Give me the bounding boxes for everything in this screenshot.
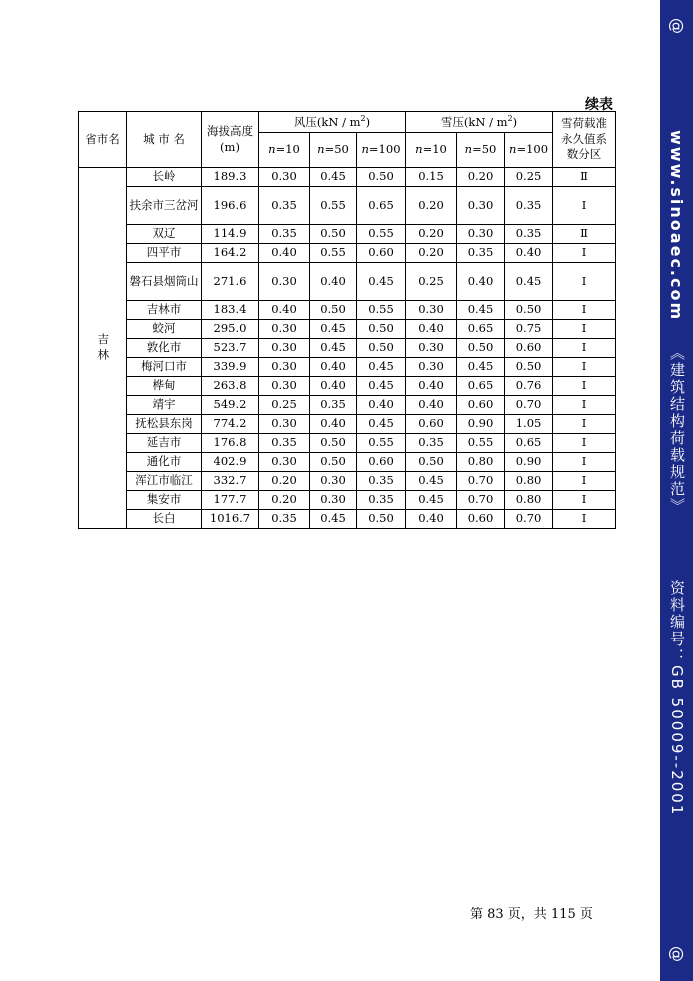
city-cell: 浑江市临江 [127, 472, 202, 491]
value-cell-zone: Ⅰ [553, 320, 616, 339]
value-cell-alt: 295.0 [202, 320, 259, 339]
value-cell-zone: Ⅰ [553, 453, 616, 472]
header-wind-sup: 2 [360, 113, 366, 123]
value-cell-w100: 0.45 [357, 263, 406, 301]
value-cell-s50: 0.35 [457, 244, 505, 263]
value-cell-w50: 0.45 [310, 320, 357, 339]
value-cell-w10: 0.20 [259, 491, 310, 510]
value-cell-s100: 0.35 [505, 225, 553, 244]
value-cell-s10: 0.30 [406, 339, 457, 358]
table-row [79, 301, 616, 320]
value-cell-s10: 0.20 [406, 187, 457, 225]
table-row [79, 244, 616, 263]
value-cell-w100: 0.50 [357, 168, 406, 187]
city-cell: 蛟河 [127, 320, 202, 339]
value-cell-alt: 774.2 [202, 415, 259, 434]
table-row [79, 339, 616, 358]
value-cell-s50: 0.80 [457, 453, 505, 472]
value-cell-s10: 0.40 [406, 510, 457, 529]
value-cell-zone: Ⅰ [553, 301, 616, 320]
value-cell-w10: 0.35 [259, 434, 310, 453]
header-altitude-line2: (m) [220, 139, 240, 154]
header-snow-text: 雪压(kN / m [440, 114, 508, 129]
value-cell-alt: 114.9 [202, 225, 259, 244]
value-cell-w10: 0.30 [259, 339, 310, 358]
value-cell-s100: 0.25 [505, 168, 553, 187]
value-cell-alt: 402.9 [202, 453, 259, 472]
value-cell-zone: Ⅰ [553, 377, 616, 396]
value-cell-zone: Ⅰ [553, 415, 616, 434]
value-cell-w100: 0.55 [357, 434, 406, 453]
header-snow [406, 112, 553, 133]
value-cell-w10: 0.30 [259, 358, 310, 377]
value-cell-w50: 0.40 [310, 377, 357, 396]
value-cell-alt: 339.9 [202, 358, 259, 377]
value-cell-alt: 196.6 [202, 187, 259, 225]
value-cell-w50: 0.45 [310, 510, 357, 529]
table-body [79, 168, 616, 529]
value-cell-w100: 0.60 [357, 244, 406, 263]
value-cell-alt: 549.2 [202, 396, 259, 415]
value-cell-alt: 271.6 [202, 263, 259, 301]
value-cell-w100: 0.45 [357, 415, 406, 434]
header-wind-close: ) [365, 114, 371, 129]
city-cell: 抚松县东岗 [127, 415, 202, 434]
city-cell: 扶余市三岔河 [127, 187, 202, 225]
city-cell: 通化市 [127, 453, 202, 472]
value-cell-alt: 263.8 [202, 377, 259, 396]
value-cell-s10: 0.35 [406, 434, 457, 453]
header-altitude-line1: 海拔高度 [207, 123, 253, 138]
at-icon-top: @ [668, 18, 687, 34]
value-cell-w100: 0.50 [357, 339, 406, 358]
value-cell-w10: 0.25 [259, 396, 310, 415]
load-table [78, 111, 616, 529]
value-cell-s50: 0.30 [457, 187, 505, 225]
value-cell-zone: Ⅰ [553, 434, 616, 453]
value-cell-zone: Ⅰ [553, 358, 616, 377]
header-wind-n10: n=10 [259, 133, 310, 168]
value-cell-s10: 0.40 [406, 377, 457, 396]
value-cell-s10: 0.45 [406, 472, 457, 491]
value-cell-s10: 0.20 [406, 244, 457, 263]
value-cell-zone: Ⅰ [553, 339, 616, 358]
value-cell-w50: 0.30 [310, 472, 357, 491]
value-cell-s50: 0.55 [457, 434, 505, 453]
value-cell-s10: 0.40 [406, 320, 457, 339]
value-cell-w100: 0.45 [357, 377, 406, 396]
value-cell-zone: Ⅱ [553, 168, 616, 187]
header-snow-close: ) [512, 114, 518, 129]
value-cell-w50: 0.55 [310, 244, 357, 263]
value-cell-w50: 0.50 [310, 301, 357, 320]
value-cell-s50: 0.45 [457, 358, 505, 377]
value-cell-s50: 0.65 [457, 320, 505, 339]
value-cell-zone: Ⅰ [553, 187, 616, 225]
table-row [79, 415, 616, 434]
city-cell: 四平市 [127, 244, 202, 263]
city-cell: 敦化市 [127, 339, 202, 358]
value-cell-alt: 523.7 [202, 339, 259, 358]
value-cell-s50: 0.40 [457, 263, 505, 301]
header-snow-n50: n=50 [457, 133, 505, 168]
value-cell-s100: 0.90 [505, 453, 553, 472]
value-cell-s50: 0.20 [457, 168, 505, 187]
city-cell: 集安市 [127, 491, 202, 510]
value-cell-w10: 0.30 [259, 415, 310, 434]
value-cell-s10: 0.45 [406, 491, 457, 510]
page-footer: 第 83 页，共 115 页 [470, 907, 593, 922]
value-cell-alt: 183.4 [202, 301, 259, 320]
value-cell-w100: 0.40 [357, 396, 406, 415]
city-cell: 桦甸 [127, 377, 202, 396]
value-cell-w50: 0.50 [310, 225, 357, 244]
value-cell-w50: 0.40 [310, 263, 357, 301]
value-cell-w10: 0.35 [259, 187, 310, 225]
value-cell-s10: 0.40 [406, 396, 457, 415]
table-row [79, 225, 616, 244]
value-cell-s10: 0.50 [406, 453, 457, 472]
value-cell-w100: 0.55 [357, 301, 406, 320]
value-cell-s100: 0.40 [505, 244, 553, 263]
city-cell: 磐石县烟筒山 [127, 263, 202, 301]
value-cell-w50: 0.50 [310, 434, 357, 453]
value-cell-s50: 0.90 [457, 415, 505, 434]
value-cell-s10: 0.60 [406, 415, 457, 434]
value-cell-s10: 0.15 [406, 168, 457, 187]
value-cell-w50: 0.35 [310, 396, 357, 415]
value-cell-w100: 0.35 [357, 491, 406, 510]
header-snow-n10: n=10 [406, 133, 457, 168]
document-code: 资料编号：GB 50009--2001 [668, 580, 686, 817]
table-row [79, 377, 616, 396]
value-cell-s50: 0.60 [457, 396, 505, 415]
header-wind [259, 112, 406, 133]
value-cell-alt: 176.8 [202, 434, 259, 453]
header-wind-text: 风压(kN / m [293, 114, 361, 129]
value-cell-s100: 0.70 [505, 396, 553, 415]
city-cell: 梅河口市 [127, 358, 202, 377]
value-cell-w100: 0.65 [357, 187, 406, 225]
value-cell-zone: Ⅰ [553, 491, 616, 510]
value-cell-w100: 0.45 [357, 358, 406, 377]
header-wind-n50: n=50 [310, 133, 357, 168]
value-cell-w50: 0.45 [310, 168, 357, 187]
value-cell-w100: 0.50 [357, 320, 406, 339]
value-cell-w50: 0.30 [310, 491, 357, 510]
side-band [660, 0, 693, 981]
city-cell: 吉林市 [127, 301, 202, 320]
header-city: 城 市 名 [127, 112, 202, 168]
continued-label: 续表 [585, 97, 613, 113]
header-snow-n100: n=100 [505, 133, 553, 168]
value-cell-s100: 0.80 [505, 491, 553, 510]
value-cell-w50: 0.55 [310, 187, 357, 225]
value-cell-s100: 0.75 [505, 320, 553, 339]
city-cell: 长白 [127, 510, 202, 529]
value-cell-s100: 0.60 [505, 339, 553, 358]
value-cell-s10: 0.30 [406, 358, 457, 377]
value-cell-s10: 0.30 [406, 301, 457, 320]
value-cell-s10: 0.25 [406, 263, 457, 301]
table-row [79, 168, 616, 187]
value-cell-s100: 0.45 [505, 263, 553, 301]
value-cell-zone: Ⅰ [553, 472, 616, 491]
header-province: 省市名 [79, 112, 127, 168]
city-cell: 延吉市 [127, 434, 202, 453]
table-row [79, 491, 616, 510]
value-cell-s50: 0.45 [457, 301, 505, 320]
table-row [79, 453, 616, 472]
value-cell-w10: 0.35 [259, 225, 310, 244]
header-altitude [202, 112, 259, 168]
header-snow-zone [553, 112, 616, 168]
value-cell-s50: 0.65 [457, 377, 505, 396]
value-cell-alt: 332.7 [202, 472, 259, 491]
value-cell-w10: 0.30 [259, 263, 310, 301]
value-cell-w100: 0.55 [357, 225, 406, 244]
value-cell-w10: 0.40 [259, 301, 310, 320]
value-cell-zone: Ⅰ [553, 396, 616, 415]
value-cell-s10: 0.20 [406, 225, 457, 244]
value-cell-w10: 0.20 [259, 472, 310, 491]
value-cell-w10: 0.30 [259, 168, 310, 187]
value-cell-w10: 0.40 [259, 244, 310, 263]
value-cell-s50: 0.70 [457, 491, 505, 510]
value-cell-w50: 0.40 [310, 415, 357, 434]
value-cell-s100: 0.65 [505, 434, 553, 453]
value-cell-s50: 0.50 [457, 339, 505, 358]
value-cell-s100: 0.70 [505, 510, 553, 529]
table-row [79, 320, 616, 339]
header-snow-zone-line1: 雪荷载准 [561, 116, 608, 131]
header-wind-n100: n=100 [357, 133, 406, 168]
province-cell: 吉林 [79, 168, 127, 529]
value-cell-alt: 177.7 [202, 491, 259, 510]
value-cell-zone: Ⅰ [553, 244, 616, 263]
table-row [79, 510, 616, 529]
table-row [79, 358, 616, 377]
city-cell: 长岭 [127, 168, 202, 187]
header-snow-zone-line3: 数分区 [566, 147, 602, 162]
value-cell-w100: 0.60 [357, 453, 406, 472]
value-cell-w10: 0.30 [259, 453, 310, 472]
table-row [79, 434, 616, 453]
value-cell-zone: Ⅱ [553, 225, 616, 244]
header-snow-sup: 2 [507, 113, 513, 123]
value-cell-w10: 0.30 [259, 377, 310, 396]
value-cell-zone: Ⅰ [553, 263, 616, 301]
value-cell-s100: 0.35 [505, 187, 553, 225]
city-cell: 靖宇 [127, 396, 202, 415]
site-url: www.sinoaec.com [667, 130, 686, 322]
value-cell-w10: 0.35 [259, 510, 310, 529]
value-cell-alt: 164.2 [202, 244, 259, 263]
value-cell-s100: 1.05 [505, 415, 553, 434]
table-row [79, 396, 616, 415]
value-cell-w50: 0.45 [310, 339, 357, 358]
city-cell: 双辽 [127, 225, 202, 244]
value-cell-s50: 0.70 [457, 472, 505, 491]
book-title: 《建筑结构荷载规范》 [668, 345, 686, 515]
value-cell-alt: 1016.7 [202, 510, 259, 529]
value-cell-zone: Ⅰ [553, 510, 616, 529]
at-icon-bottom: @ [668, 946, 687, 962]
table-row [79, 263, 616, 301]
value-cell-s100: 0.50 [505, 358, 553, 377]
value-cell-s50: 0.60 [457, 510, 505, 529]
value-cell-s100: 0.76 [505, 377, 553, 396]
value-cell-w50: 0.50 [310, 453, 357, 472]
value-cell-s100: 0.50 [505, 301, 553, 320]
value-cell-w100: 0.50 [357, 510, 406, 529]
value-cell-w10: 0.30 [259, 320, 310, 339]
value-cell-w100: 0.35 [357, 472, 406, 491]
table-row [79, 472, 616, 491]
table-row [79, 187, 616, 225]
value-cell-s50: 0.30 [457, 225, 505, 244]
value-cell-s100: 0.80 [505, 472, 553, 491]
value-cell-alt: 189.3 [202, 168, 259, 187]
value-cell-w50: 0.40 [310, 358, 357, 377]
header-snow-zone-line2: 永久值系 [561, 131, 608, 146]
